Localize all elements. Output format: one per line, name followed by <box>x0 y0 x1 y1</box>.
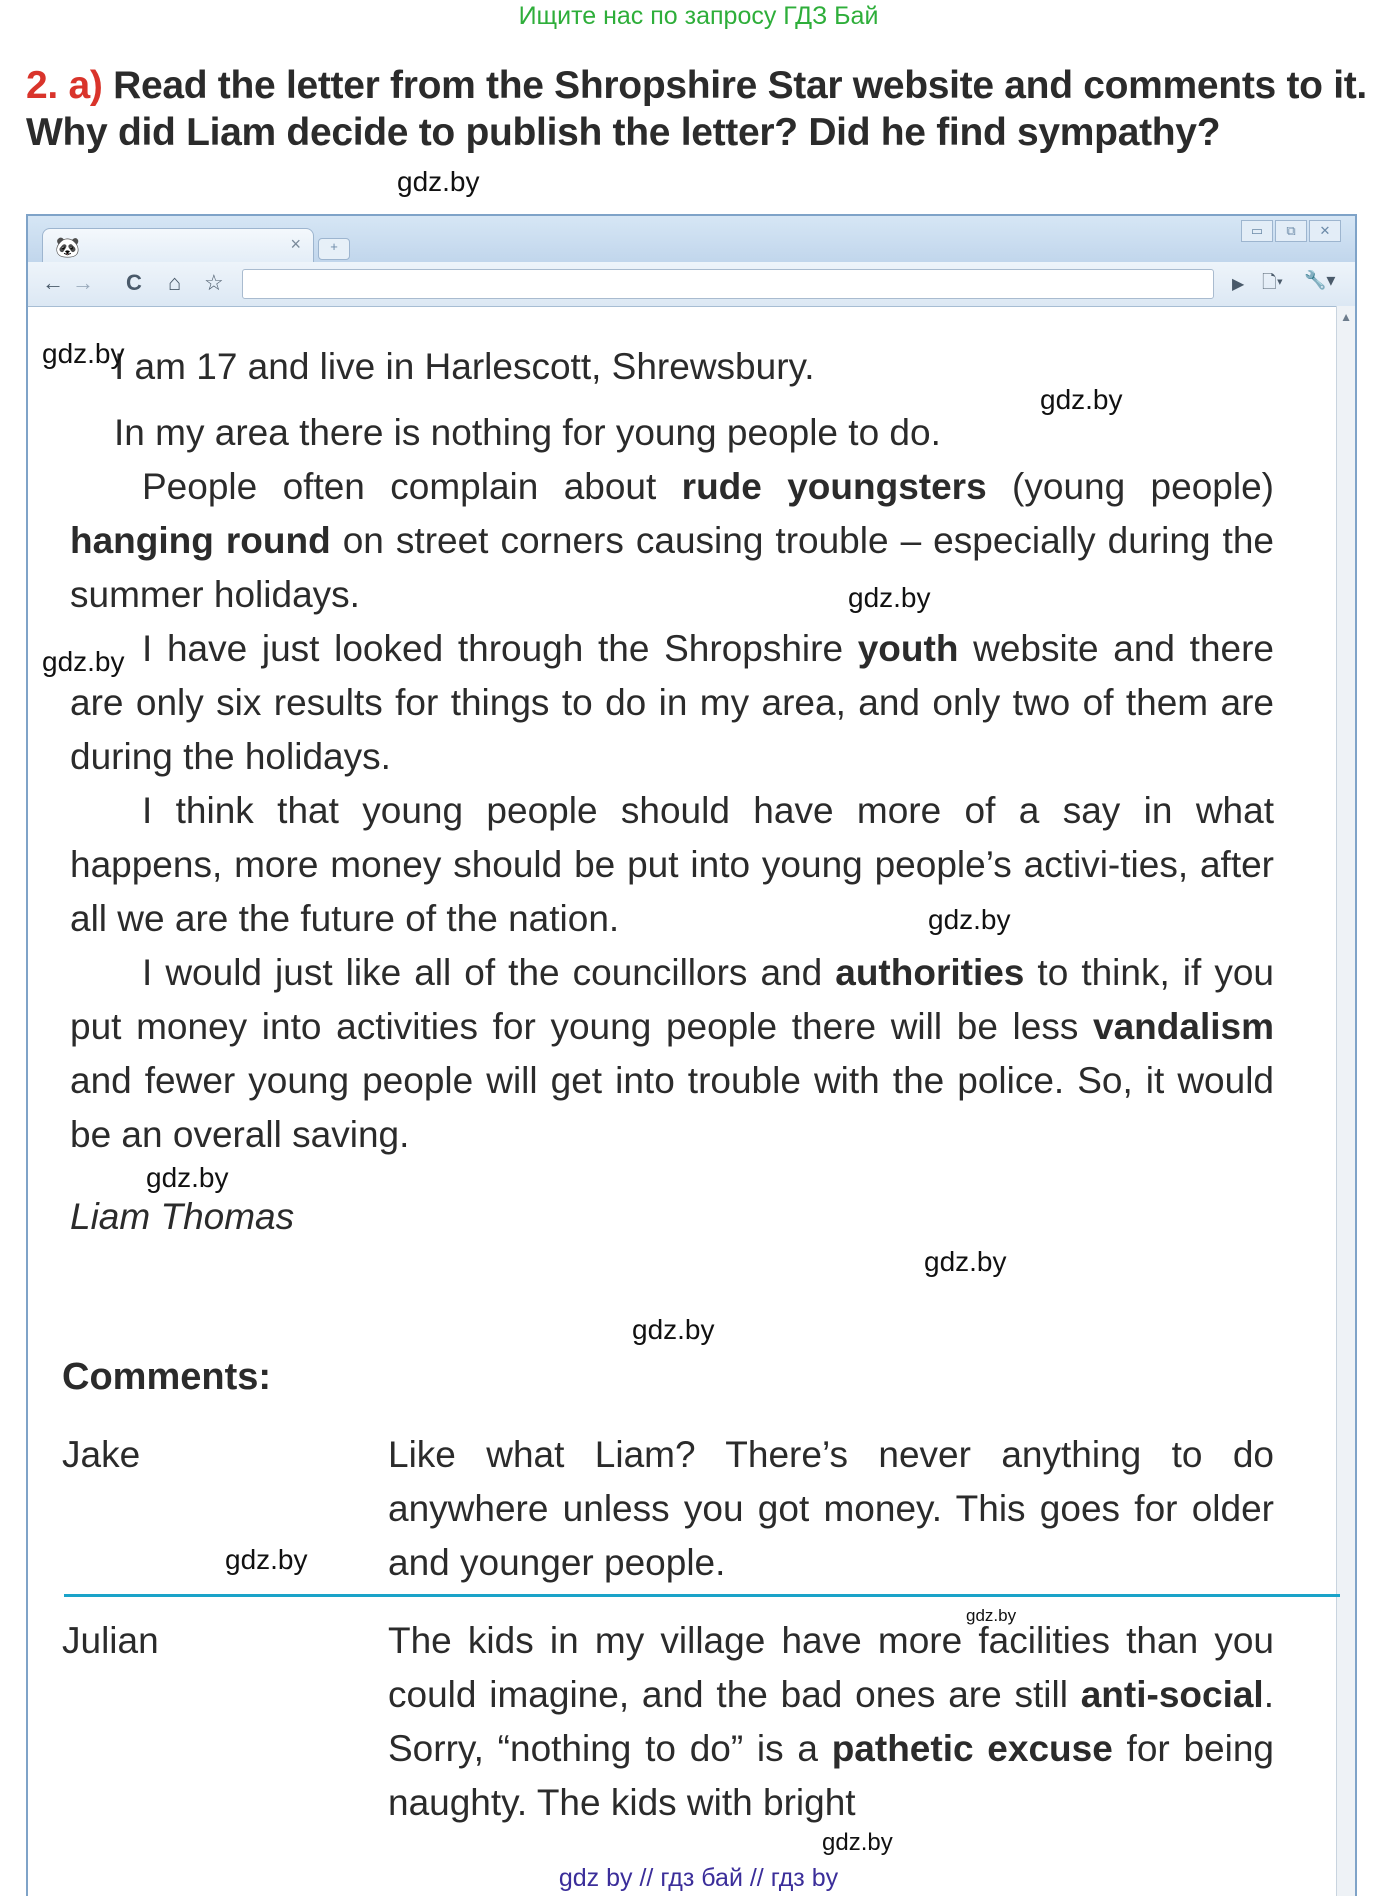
home-icon[interactable]: ⌂ <box>168 270 182 295</box>
watermark: gdz.by <box>146 1162 229 1193</box>
letter-p5: I think that young people should have more of a say in what happens, more money should be put into young people’s activi-ties, after all we are the future of the nation. <box>70 790 1274 939</box>
browser-titlebar <box>28 216 1355 262</box>
comment-author: Julian <box>62 1620 159 1661</box>
page-icon[interactable]: 🗋▾ <box>1262 272 1284 292</box>
watermark: gdz.by <box>928 904 1011 935</box>
letter-p4: I have just looked through the Shropshire youth website and there are only six results for things to do in my area, and only two of them are during the holidays. <box>70 628 1274 777</box>
watermark: gdz.by <box>42 646 125 677</box>
letter-p6: I would just like all of the councillors and authorities to think, if you put money into activities for young people there will be less vandalism and fewer young people will get into trouble with the police. So, it would be an overall saving. <box>70 952 1274 1155</box>
wrench-icon[interactable]: 🔧▾ <box>1304 270 1336 290</box>
browser-tab[interactable] <box>42 228 314 263</box>
comment-divider <box>64 1594 1340 1597</box>
watermark: gdz.by <box>822 1829 893 1856</box>
top-banner[interactable]: Ищите нас по запросу ГДЗ Бай <box>518 2 879 30</box>
task-part: a) <box>68 64 103 107</box>
window-close-icon[interactable]: ✕ <box>1309 220 1341 242</box>
comments-title: Comments: <box>62 1356 272 1398</box>
new-tab-button[interactable]: + <box>318 238 350 260</box>
back-arrow-icon[interactable]: ← <box>42 270 64 295</box>
maximize-icon[interactable]: ⧉ <box>1275 220 1307 242</box>
minimize-icon[interactable]: ▭ <box>1241 220 1273 242</box>
star-icon[interactable]: ☆ <box>204 270 224 295</box>
reload-icon[interactable]: C <box>126 270 142 295</box>
watermark: gdz.by <box>1040 384 1123 415</box>
comment-text: Like what Liam? There’s never anything to do anywhere unless you got money. This goes for older and younger people. <box>388 1434 1274 1583</box>
letter-p3: People often complain about rude youngsters (young people) hanging round on street corners causing trouble – especially during the summer holidays. <box>70 466 1274 615</box>
browser-toolbar <box>28 262 1355 307</box>
comment-author: Jake <box>62 1434 141 1475</box>
close-icon[interactable]: × <box>290 234 301 254</box>
scrollbar[interactable] <box>1336 306 1355 1896</box>
watermark: gdz.by <box>848 582 931 613</box>
task-heading <box>26 62 1376 156</box>
tab-favicon-icon: 🐼 <box>55 237 80 259</box>
scroll-up-icon[interactable]: ▲ <box>1340 310 1352 324</box>
comment-text: The kids in my village have more facilities than you could imagine, and the bad ones are still anti-social. Sorry, “nothing to do” is a pathetic excuse for being naughty. The kids with bright <box>388 1620 1274 1823</box>
watermark: gdz.by <box>397 166 480 197</box>
task-text: Read the letter from the Shropshire Star website and comments to it. Why did Liam decide to publish the letter? Did he find sympathy? <box>26 64 1367 154</box>
footer-links[interactable]: gdz by // гдз бай // гдз by <box>558 1864 839 1892</box>
play-icon[interactable]: ▶ <box>1232 276 1245 293</box>
address-bar-input[interactable] <box>242 269 1214 299</box>
watermark: gdz.by <box>225 1544 308 1575</box>
window-controls <box>1241 220 1341 242</box>
watermark: gdz.by <box>632 1314 715 1345</box>
letter-p2: In my area there is nothing for young people to do. <box>114 412 941 453</box>
watermark: gdz.by <box>42 338 125 369</box>
watermark: gdz.by <box>924 1246 1007 1277</box>
letter-p1: I am 17 and live in Harlescott, Shrewsbury. <box>114 346 815 387</box>
forward-arrow-icon[interactable]: → <box>72 270 94 295</box>
watermark: gdz.by <box>966 1606 1017 1625</box>
letter-signature: Liam Thomas <box>70 1196 295 1237</box>
task-number: 2. <box>26 64 58 107</box>
